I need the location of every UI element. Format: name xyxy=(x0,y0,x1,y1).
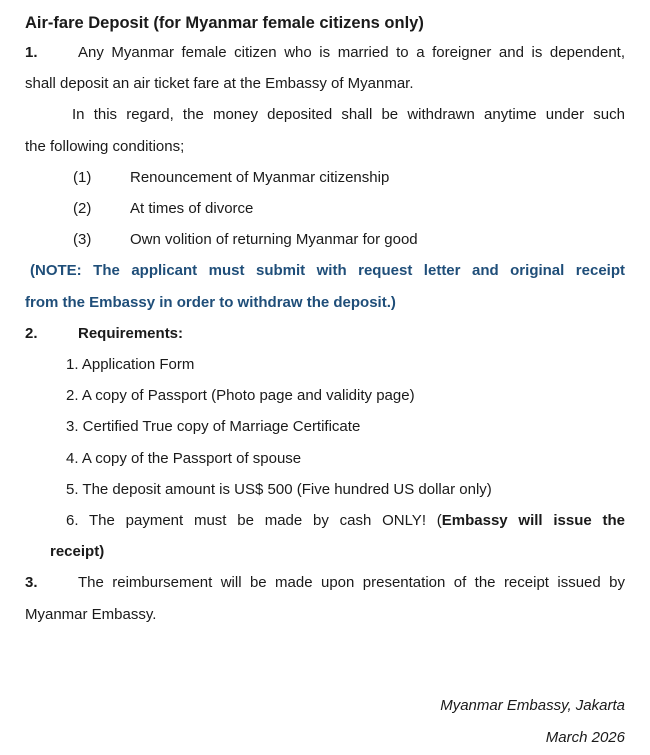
condition-number: (3) xyxy=(73,231,92,248)
condition-row xyxy=(25,224,625,255)
condition-text: Renouncement of Myanmar citizenship xyxy=(130,169,390,186)
condition-text: Own volition of returning Myanmar for good xyxy=(130,231,418,248)
requirement-item: 4. A copy of the Passport of spouse xyxy=(66,450,302,467)
requirement-item: 2. A copy of Passport (Photo page and validity page) xyxy=(66,387,415,404)
para2-heading-row xyxy=(25,318,625,349)
signature-date: March 2026 xyxy=(545,729,625,746)
para3-line1-text: The reimbursement will be made upon presentation of the receipt issued by xyxy=(78,574,625,591)
para2-heading: Requirements: xyxy=(78,325,184,342)
signature-org: Myanmar Embassy, Jakarta xyxy=(440,697,625,714)
para1-line2: shall deposit an air ticket fare at the Embassy of Myanmar. xyxy=(25,75,414,92)
para3-number: 3. xyxy=(25,574,38,591)
para1-number: 1. xyxy=(25,44,38,61)
para3-line2: Myanmar Embassy. xyxy=(25,606,157,623)
requirement-item: 3. Certified True copy of Marriage Certificate xyxy=(66,418,361,435)
condition-text: At times of divorce xyxy=(130,200,254,217)
condition-row xyxy=(25,162,625,193)
requirement-item6-bold: Embassy will issue the xyxy=(441,512,626,529)
para3-line1 xyxy=(25,567,625,598)
note-line2: from the Embassy in order to withdraw the deposit.) xyxy=(25,294,396,311)
requirement-item6-line1 xyxy=(25,505,625,536)
para1-line4: the following conditions; xyxy=(25,138,185,155)
condition-number: (1) xyxy=(73,169,92,186)
doc-title: Air-fare Deposit (for Myanmar female citizens only) xyxy=(25,14,424,32)
condition-row xyxy=(25,193,625,224)
condition-number: (2) xyxy=(73,200,92,217)
para1-line3: In this regard, the money deposited shall be withdrawn anytime under such xyxy=(72,106,625,123)
para1-line1-text: Any Myanmar female citizen who is married to a foreigner and is dependent, xyxy=(78,44,625,61)
requirement-item: 5. The deposit amount is US$ 500 (Five hundred US dollar only) xyxy=(66,481,492,498)
para2-number: 2. xyxy=(25,325,38,342)
requirement-item: 1. Application Form xyxy=(66,356,195,373)
requirement-item6-line2: receipt) xyxy=(50,543,105,560)
requirement-item6-regular: 6. The payment must be made by cash ONLY! ( xyxy=(66,512,442,529)
note-line1: (NOTE: The applicant must submit with request letter and original receipt xyxy=(30,262,625,279)
para1-line1 xyxy=(25,37,625,68)
